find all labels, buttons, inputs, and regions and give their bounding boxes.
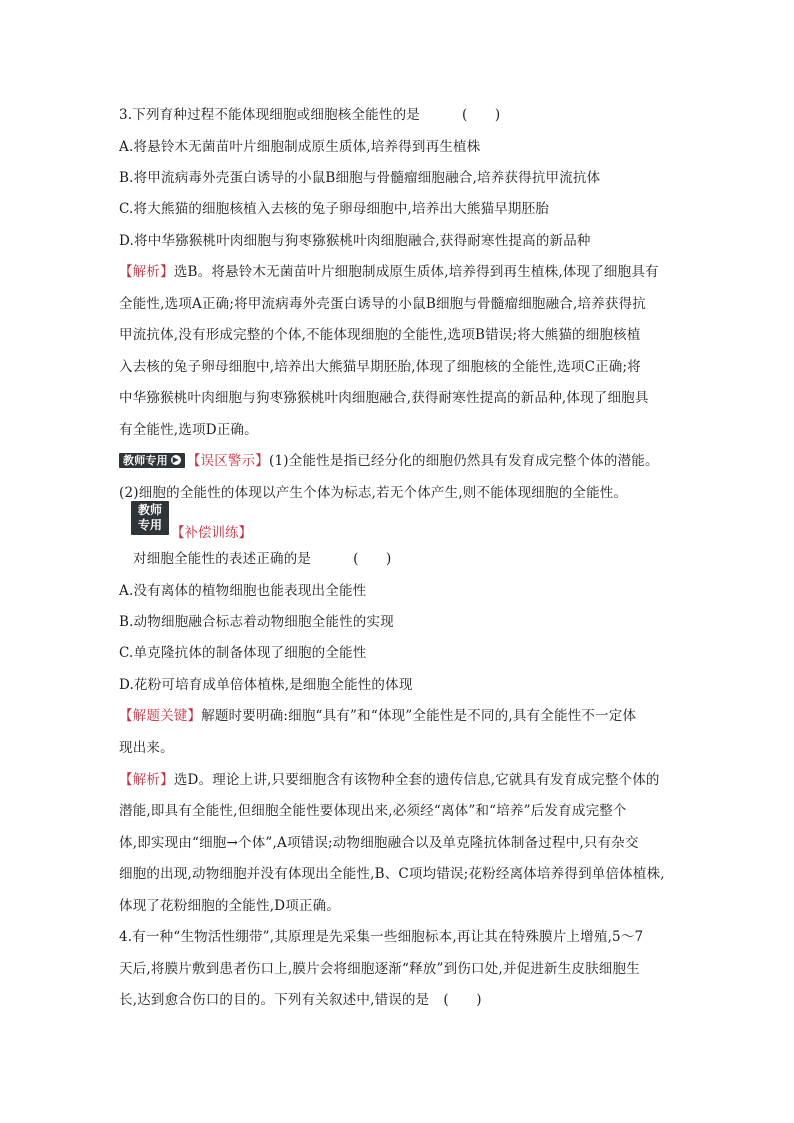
q3-option-a: A.将悬铃木无菌苗叶片细胞制成原生质体,培养得到再生植株 [119,139,481,155]
q4-line-1: 4.有一种“生物活性绷带”,其原理是先采集一些细胞标本,再让其在特殊膜片上增殖,5～7 [119,929,644,945]
arrow-circle-icon: ▶ [172,455,179,464]
q3-analysis-line-5: 中华猕猴桃叶肉细胞与狗枣猕猴桃叶肉细胞融合,获得耐寒性提高的新品种,体现了细胞具 [119,390,649,406]
q3-analysis-line-6: 有全能性,选项D正确。 [119,422,258,438]
key-line-2: 现出来。 [119,740,174,756]
supplement-analysis-line-4: 细胞的出现,动物细胞并没有体现出全能性,B、C项均错误;花粉经离体培养得到单倍体植株, [119,866,665,882]
supplement-analysis-line-5: 体现了花粉细胞的全能性,D项正确。 [119,898,341,914]
q3-analysis-line-3: 甲流抗体,没有形成完整的个体,不能体现细胞的全能性,选项B错误;将大熊猫的细胞核植 [119,327,641,343]
supplement-option-c: C.单克隆抗体的制备体现了细胞的全能性 [119,645,367,661]
teacher-badge-block: 教师 专用 [131,501,169,535]
q3-option-c: C.将大熊猫的细胞核植入去核的兔子卵母细胞中,培养出大熊猫早期胚胎 [119,201,550,217]
analysis-label: 【解析】 [119,772,174,788]
warning-line-2: (2)细胞的全能性的体现以产生个体为标志,若无个体产生,则不能体现细胞的全能性。 [119,485,628,501]
key-label: 【解题关键】 [119,708,202,724]
supplement-option-b: B.动物细胞融合标志着动物细胞全能性的实现 [119,614,394,630]
supplement-stem: 对细胞全能性的表述正确的是 ( ) [133,551,392,567]
warning-line-1: 教师专用 ▶ 【误区警示】(1)全能性是指已经分化的细胞仍然具有发育成完整个体的潜能。 [119,451,659,471]
q3-analysis-line-4: 入去核的兔子卵母细胞中,培养出大熊猫早期胚胎,体现了细胞核的全能性,选项C正确;将 [119,359,641,375]
q4-line-3: 长,达到愈合伤口的目的。下列有关叙述中,错误的是 ( ) [119,992,482,1008]
q3-option-d: D.将中华猕猴桃叶肉细胞与狗枣猕猴桃叶肉细胞融合,获得耐寒性提高的新品种 [119,233,591,249]
supplement-analysis-line-2: 潜能,即具有全能性,但细胞全能性要体现出来,必须经“离体”和“培养”后发育成完整个 [119,803,627,819]
q3-stem: 3.下列育种过程不能体现细胞或细胞核全能性的是 ( ) [119,107,501,123]
warning-label: 【误区警示】 [186,453,270,469]
q3-analysis-line-1: 【解析】选B。将悬铃木无菌苗叶片细胞制成原生质体,培养得到再生植株,体现了细胞具有 [119,264,659,280]
supplement-analysis-line-1: 【解析】选D。理论上讲,只要细胞含有该物种全套的遗传信息,它就具有发育成完整个体的 [119,772,660,788]
teacher-badge: 教师专用 ▶ [119,453,185,468]
supplement-option-d: D.花粉可培育成单倍体植株,是细胞全能性的体现 [119,677,413,693]
supplement-analysis-line-3: 体,即实现由“细胞→个体”,A项错误;动物细胞融合以及单克隆抗体制备过程中,只有杂交 [119,835,639,851]
supplement-label: 【补偿训练】 [171,525,252,541]
q3-option-b: B.将甲流病毒外壳蛋白诱导的小鼠B细胞与骨髓瘤细胞融合,培养获得抗甲流抗体 [119,170,601,186]
supplement-option-a: A.没有离体的植物细胞也能表现出全能性 [119,583,367,599]
key-line-1: 【解题关键】解题时要明确:细胞“具有”和“体现”全能性是不同的,具有全能性不一定体 [119,708,637,724]
q4-line-2: 天后,将膜片敷到患者伤口上,膜片会将细胞逐渐“释放”到伤口处,并促进新生皮肤细胞生 [119,961,640,977]
q3-analysis-line-2: 全能性,选项A正确;将甲流病毒外壳蛋白诱导的小鼠B细胞与骨髓瘤细胞融合,培养获得抗 [119,296,646,312]
analysis-label: 【解析】 [119,264,174,280]
